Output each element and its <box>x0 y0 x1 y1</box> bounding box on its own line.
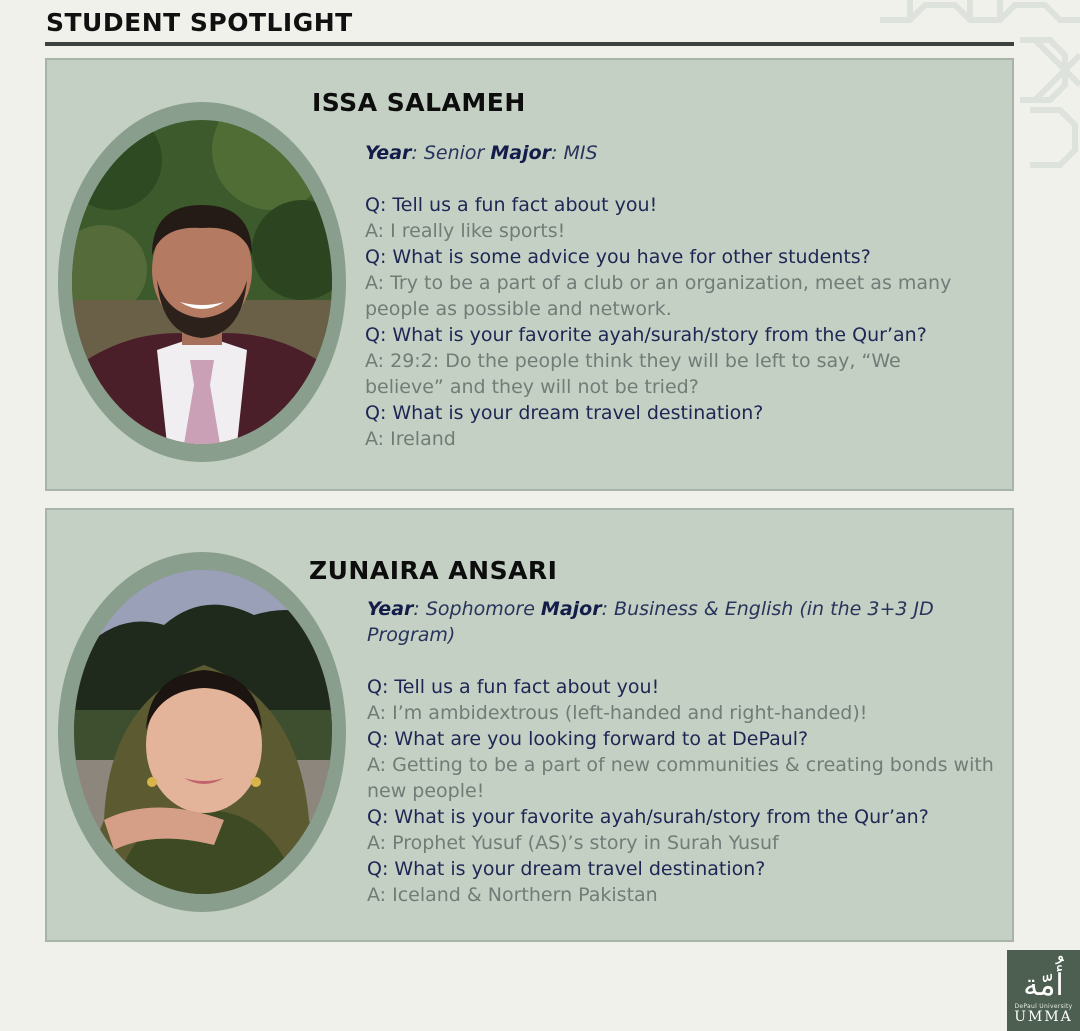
question: Q: What is some advice you have for other students? <box>365 246 871 268</box>
year-value: : Sophomore <box>413 598 541 620</box>
question: Q: What is your dream travel destination? <box>367 858 766 880</box>
answer: A: Iceland & Northern Pakistan <box>367 884 658 906</box>
photo-frame <box>58 102 346 462</box>
student-name: ZUNAIRA ANSARI <box>309 556 558 585</box>
avatar <box>72 120 332 444</box>
major-label: Major <box>490 142 552 164</box>
answer: A: I really like sports! <box>365 220 566 242</box>
answer: A: Prophet Yusuf (AS)’s story in Surah Yusuf <box>367 832 779 854</box>
page-title: STUDENT SPOTLIGHT <box>46 8 353 37</box>
answer: A: Ireland <box>365 428 456 450</box>
portrait-zunaira <box>74 570 332 894</box>
student-card <box>45 58 1014 491</box>
question: Q: What is your dream travel destination? <box>365 402 764 424</box>
student-meta <box>365 140 985 166</box>
student-qa <box>365 140 985 452</box>
major-value: : Business & English (in the 3+3 JD Program) <box>367 598 934 646</box>
student-qa <box>367 596 1009 908</box>
major-value: : MIS <box>551 142 598 164</box>
question: Q: What is your favorite ayah/surah/story from the Qur’an? <box>367 806 929 828</box>
student-card <box>45 508 1014 942</box>
answer: A: Try to be a part of a club or an organization, meet as many people as possible and network. <box>365 272 952 320</box>
logo-wordmark: UMMA <box>1014 1009 1073 1025</box>
photo-frame <box>58 552 346 912</box>
title-divider <box>45 42 1014 46</box>
logo-university: DePaul University <box>1014 1003 1073 1010</box>
year-label: Year <box>367 598 414 620</box>
question: Q: What is your favorite ayah/surah/story from the Qur’an? <box>365 324 927 346</box>
student-name: ISSA SALAMEH <box>312 88 526 117</box>
logo-arabic: أُمّة <box>1023 968 1064 1003</box>
student-meta <box>367 596 1009 648</box>
year-value: : Senior <box>411 142 491 164</box>
answer: A: 29:2: Do the people think they will be left to say, “We believe” and they will not be tried? <box>365 350 901 398</box>
umma-logo <box>1007 950 1080 1031</box>
avatar <box>74 570 332 894</box>
question: Q: Tell us a fun fact about you! <box>365 194 658 216</box>
major-label: Major <box>540 598 602 620</box>
question: Q: What are you looking forward to at DePaul? <box>367 728 809 750</box>
year-label: Year <box>365 142 412 164</box>
portrait-issa <box>72 120 332 444</box>
answer: A: I’m ambidextrous (left-handed and right-handed)! <box>367 702 868 724</box>
answer: A: Getting to be a part of new communities & creating bonds with new people! <box>367 754 994 802</box>
question: Q: Tell us a fun fact about you! <box>367 676 660 698</box>
